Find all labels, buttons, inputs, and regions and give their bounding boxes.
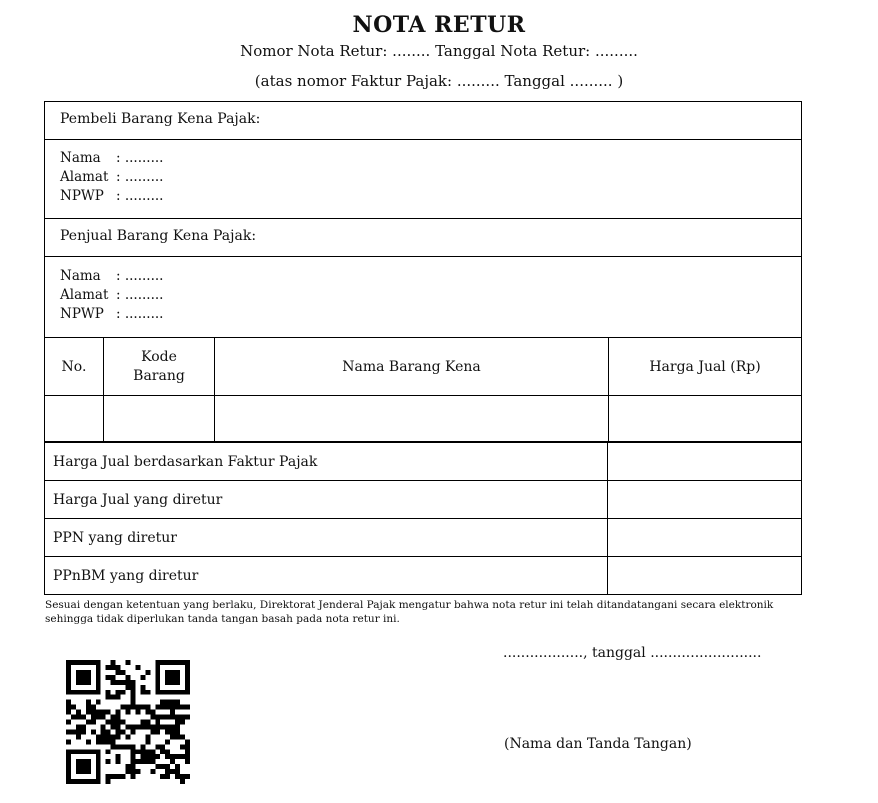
seller-address-label: Alamat: [60, 287, 109, 303]
buyer-npwp-label: NPWP: [60, 188, 104, 204]
total-label-ppn: PPN yang diretur: [45, 519, 608, 557]
totals-row: [45, 481, 802, 519]
seller-name-label: Nama: [60, 268, 101, 284]
items-row-empty: [45, 396, 802, 443]
total-value-cell: [608, 519, 802, 557]
buyer-heading: Pembeli Barang Kena Pajak:: [60, 111, 261, 127]
total-label-harga-faktur: Harga Jual berdasarkan Faktur Pajak: [45, 442, 608, 481]
qr-code-icon: [66, 660, 190, 784]
buyer-npwp-value: : .........: [116, 188, 164, 204]
col-kode-line2: Barang: [133, 367, 185, 384]
totals-table: [44, 441, 802, 595]
col-no-header: No.: [45, 338, 104, 396]
seller-npwp-label: NPWP: [60, 306, 104, 322]
signature-place-date: .................., tanggal .........................: [503, 645, 762, 661]
seller-heading: Penjual Barang Kena Pajak:: [60, 228, 257, 244]
items-header-row: [45, 338, 802, 396]
col-harga-header: Harga Jual (Rp): [609, 338, 802, 396]
table-cell: [215, 396, 609, 443]
buyer-address-label: Alamat: [60, 169, 109, 185]
col-kode-line1: Kode: [141, 348, 177, 365]
table-cell: [45, 396, 104, 443]
items-table: [44, 337, 802, 443]
totals-row: [45, 442, 802, 481]
buyer-fields-box: [44, 139, 802, 219]
seller-address-row: [60, 286, 163, 305]
seller-name-row: [60, 267, 163, 286]
table-cell: [609, 396, 802, 443]
return-note-number-line: Nomor Nota Retur: ........ Tanggal Nota Retur: .........: [240, 42, 638, 60]
buyer-address-row: [60, 168, 163, 187]
electronic-signature-note: Sesuai dengan ketentuan yang berlaku, Direktorat Jenderal Pajak mengatur bahwa nota retur ini telah ditandatangani secara elektronik sehingga tidak diperlukan tanda tangan basah pada nota retur ini.: [45, 599, 774, 625]
buyer-address-value: : .........: [116, 169, 164, 185]
buyer-name-row: [60, 149, 163, 168]
total-value-cell: [608, 557, 802, 595]
seller-address-value: : .........: [116, 287, 164, 303]
buyer-name-value: : .........: [116, 150, 164, 166]
totals-row: [45, 557, 802, 595]
seller-npwp-row: [60, 305, 163, 324]
col-nama-header: Nama Barang Kena: [215, 338, 609, 396]
buyer-name-label: Nama: [60, 150, 101, 166]
tax-invoice-reference-line: (atas nomor Faktur Pajak: ......... Tanggal ......... ): [254, 72, 624, 90]
total-value-cell: [608, 481, 802, 519]
seller-npwp-value: : .........: [116, 306, 164, 322]
buyer-heading-box: [44, 101, 802, 140]
col-kode-header: [104, 338, 215, 396]
document-title: NOTA RETUR: [352, 12, 526, 38]
totals-row: [45, 519, 802, 557]
total-value-cell: [608, 442, 802, 481]
table-cell: [104, 396, 215, 443]
seller-name-value: : .........: [116, 268, 164, 284]
buyer-npwp-row: [60, 187, 163, 206]
seller-heading-box: [44, 218, 802, 257]
seller-fields-box: [44, 256, 802, 338]
signature-name: (Nama dan Tanda Tangan): [504, 736, 692, 752]
total-label-ppnbm: PPnBM yang diretur: [45, 557, 608, 595]
total-label-harga-diretur: Harga Jual yang diretur: [45, 481, 608, 519]
